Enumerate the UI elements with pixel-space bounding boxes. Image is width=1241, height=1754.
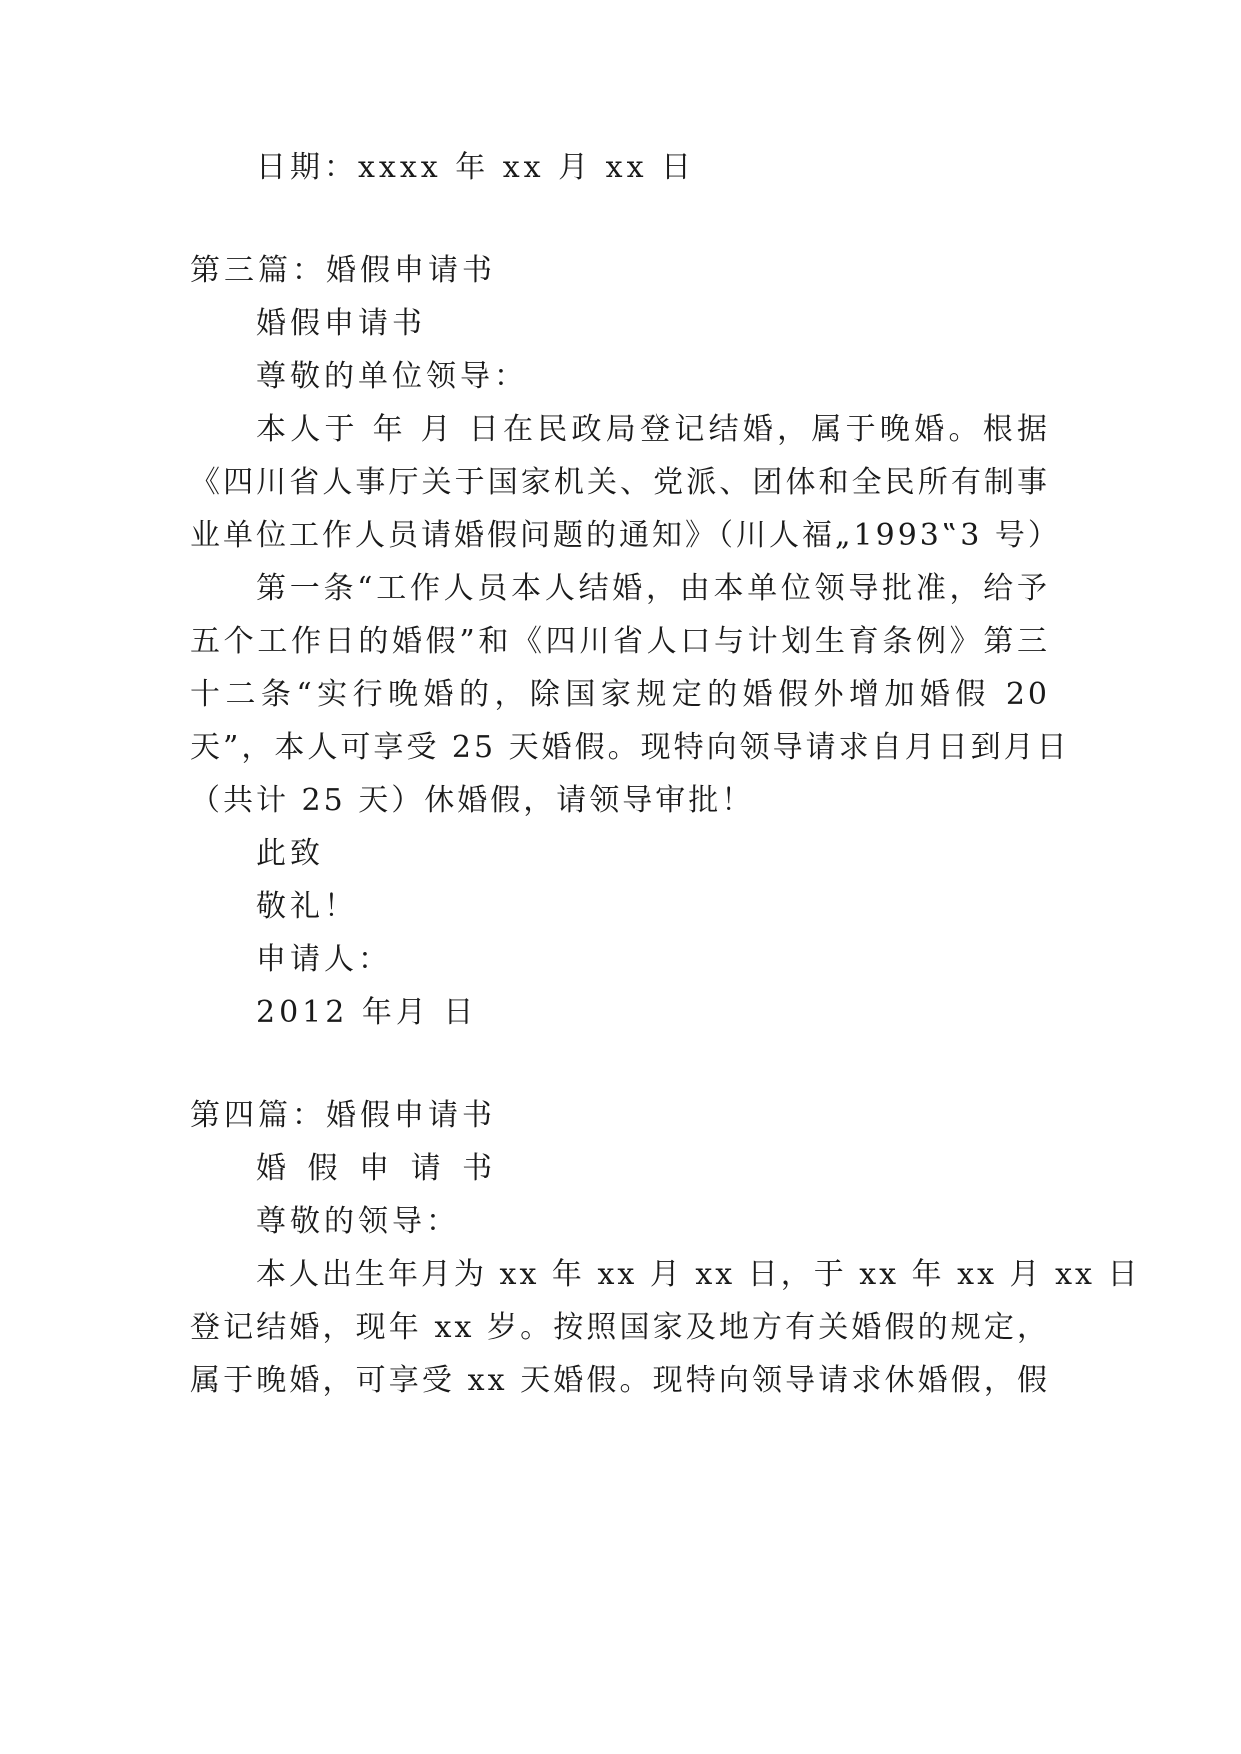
section4-heading: 第四篇：婚假申请书	[190, 1098, 496, 1133]
section3-paragraph2-line4: 天”，本人可享受 25 天婚假。现特向领导请求自月日到月日	[190, 730, 1070, 765]
section3-title: 婚假申请书	[256, 306, 426, 341]
section3-closing1: 此致	[256, 836, 324, 871]
section4-paragraph1-line3: 属于晚婚，可享受 xx 天婚假。现特向领导请求休婚假，假	[190, 1363, 1050, 1398]
section3-paragraph2-line2: 五个工作日的婚假”和《四川省人口与计划生育条例》第三	[190, 624, 1050, 659]
section4-title: 婚 假 申 请 书	[256, 1151, 499, 1186]
section3-paragraph1-line1: 本人于 年 月 日在民政局登记结婚，属于晚婚。根据	[256, 412, 1050, 447]
section3-heading: 第三篇：婚假申请书	[190, 253, 496, 288]
section3-paragraph1-line2: 《四川省人事厅关于国家机关、党派、团体和全民所有制事	[190, 465, 1050, 500]
section4-salutation: 尊敬的领导：	[256, 1204, 460, 1239]
section4-paragraph1-line1: 本人出生年月为 xx 年 xx 月 xx 日，于 xx 年 xx 月 xx 日	[256, 1257, 1141, 1292]
date-line: 日期：xxxx 年 xx 月 xx 日	[256, 150, 696, 185]
section3-paragraph1-line3: 业单位工作人员请婚假问题的通知》（川人福„1993‟3 号）	[190, 518, 1061, 553]
section3-paragraph2-line1: 第一条“工作人员本人结婚，由本单位领导批准，给予	[256, 571, 1050, 606]
section3-applicant: 申请人：	[256, 942, 392, 977]
section3-paragraph2-line5: （共计 25 天）休婚假，请领导审批！	[190, 783, 755, 818]
section3-closing2: 敬礼！	[256, 889, 358, 924]
section4-paragraph1-line2: 登记结婚，现年 xx 岁。按照国家及地方有关婚假的规定，	[190, 1310, 1050, 1345]
section3-date: 2012 年月 日	[256, 995, 478, 1030]
section3-salutation: 尊敬的单位领导：	[256, 359, 528, 394]
section3-paragraph2-line3: 十二条“实行晚婚的，除国家规定的婚假外增加婚假 20	[190, 677, 1050, 712]
